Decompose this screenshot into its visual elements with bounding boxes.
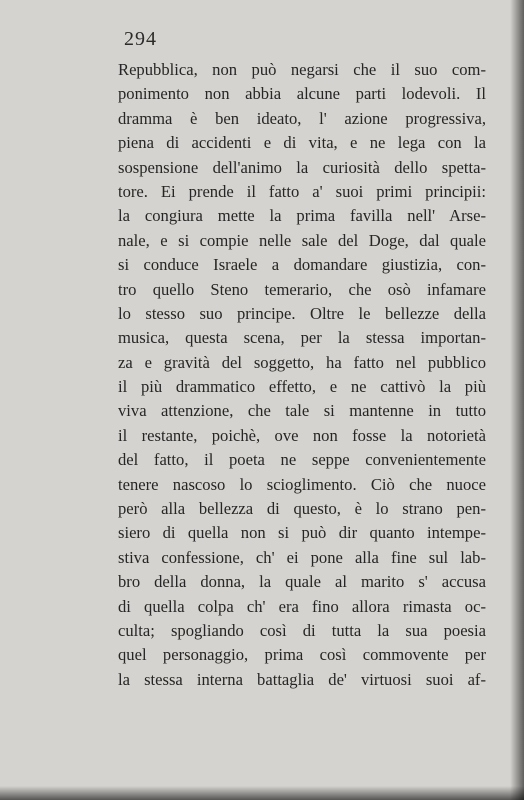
page-number: 294 (124, 28, 157, 50)
text-line: il più drammatico effetto, e ne cattivò la più (118, 377, 486, 397)
text-line: nale, e si compie nelle sale del Doge, dal quale (118, 230, 486, 250)
text-line: siero di quella non si può dir quanto intempe- (118, 523, 486, 543)
page-edge-shadow (0, 786, 524, 800)
text-line: si conduce Israele a domandare giustizia, con- (118, 255, 486, 275)
text-line: musica, questa scena, per la stessa importan- (118, 328, 486, 348)
text-line: viva attenzione, che tale si mantenne in tutto (118, 401, 486, 421)
text-line: quel personaggio, prima così commovente per (118, 645, 486, 665)
text-line: la congiura mette la prima favilla nell' Arse- (118, 206, 486, 226)
text-line: la stessa interna battaglia de' virtuosi suoi af- (118, 669, 486, 689)
text-line: Repubblica, non può negarsi che il suo com- (118, 60, 486, 79)
text-line: piena di accidenti e di vita, e ne lega con la (118, 133, 486, 153)
text-line: tro quello Steno temerario, che osò infamare (118, 279, 486, 299)
text-line: bro della donna, la quale al marito s' accusa (118, 572, 486, 592)
body-text (118, 58, 486, 692)
text-line: lo stesso suo principe. Oltre le bellezze della (118, 303, 486, 323)
text-line: za e gravità del soggetto, ha fatto nel pubblico (118, 352, 486, 372)
text-line: di quella colpa ch' era fino allora rimasta oc- (118, 596, 486, 616)
text-line: sospensione dell'animo la curiosità dello spetta- (118, 157, 486, 177)
text-line: però alla bellezza di questo, è lo strano pen- (118, 499, 486, 519)
page-edge-shadow (510, 0, 524, 800)
text-line: stiva confessione, ch' ei pone alla fine sul lab- (118, 547, 486, 567)
text-line: tore. Ei prende il fatto a' suoi primi principii: (118, 181, 486, 201)
text-line: del fatto, il poeta ne seppe convenientemente (118, 450, 486, 470)
text-line: dramma è ben ideato, l' azione progressiva, (118, 108, 486, 128)
text-line: culta; spogliando così di tutta la sua poesia (118, 620, 486, 640)
text-line: il restante, poichè, ove non fosse la notorietà (118, 425, 486, 445)
text-line: tenere nascoso lo scioglimento. Ciò che nuoce (118, 474, 486, 494)
text-line: ponimento non abbia alcune parti lodevoli. Il (118, 84, 486, 104)
